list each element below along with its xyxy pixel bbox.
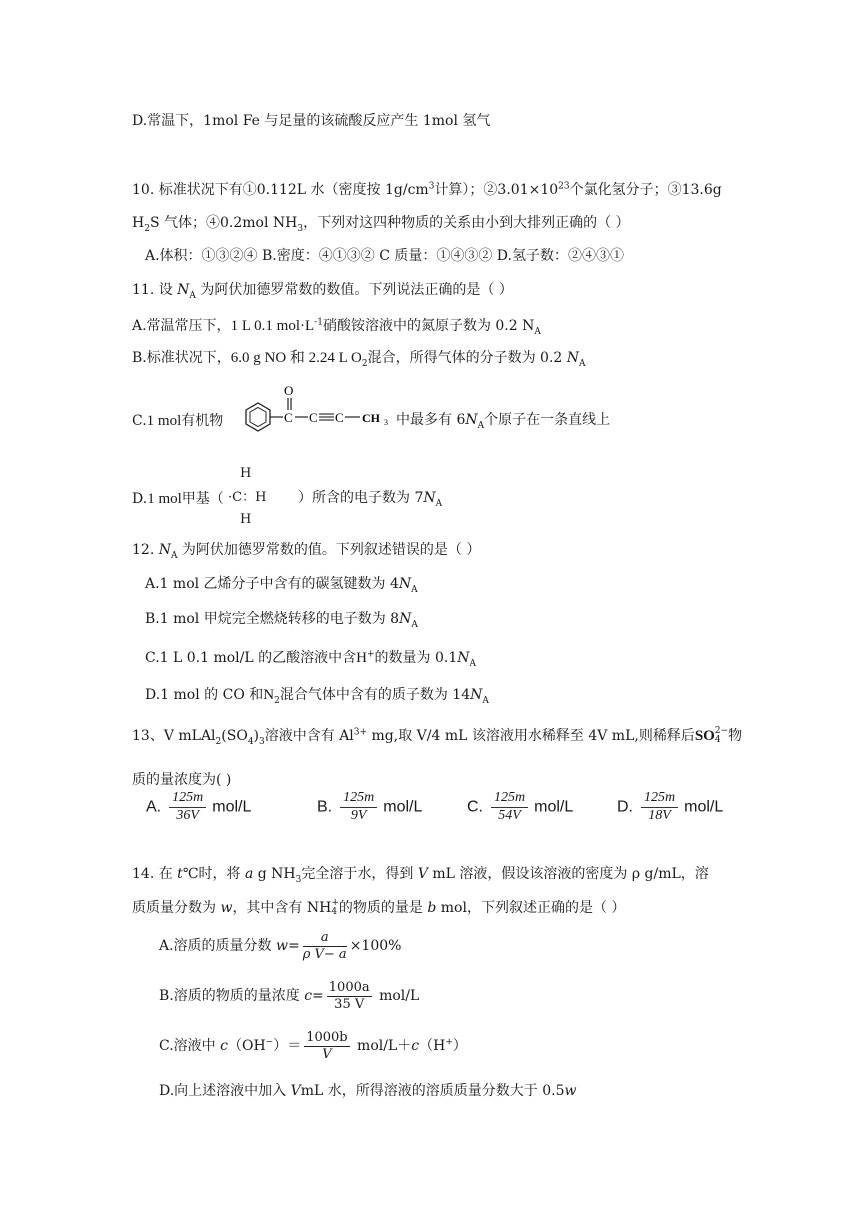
q10-options: A.体积：①③②④ B.密度：④①③② C 质量：①④③② D.氢子数：②④③①	[145, 248, 624, 264]
q14-option-a: A.溶质的质量分数 w= $\frac{a}{\text{ρ V− a}}$ ×100%	[159, 930, 402, 962]
q10-stem-line2: $H_2S$ 气体；④0.2mol $NH_3$，下列对这四种物质的关系由小到大排列正确的（ ）	[132, 215, 630, 234]
atom-ch3-sub: 3	[384, 418, 388, 427]
q13-stem-line2: 质的量浓度为( )	[132, 772, 232, 788]
atom-o: O	[284, 383, 294, 398]
q13-stem-line1: 13、V $mLAl_2(SO_4)_3$溶液中含有 $Al^{3+}$ mg,取 V/4 mL 该溶液用水稀释至 4V mL,则稀释后SO 2− 4 物	[132, 726, 743, 747]
q12-option-c: C.1 L 0.1 mol/L 的乙酸溶液中含H+的数量为 $0.1N_A$	[145, 649, 476, 669]
q11-option-d-prefix: D.1 mol甲基（	[132, 491, 224, 507]
q12-option-b: B.1 mol 甲烷完全燃烧转移的电子数为 $8N_A$	[145, 611, 418, 630]
q13-option-c: C. $\frac{125m}{54V}$ mol/L	[467, 790, 574, 823]
q11-option-a: A.常温常压下，1 L 0.1 $mol\cdot L^{-1}$硝酸铵溶液中的氮原子数为 0.2 $N_A$	[132, 317, 541, 337]
q14-option-d: D.向上述溶液中加入 VmL 水，所得溶液的溶质质量分数大于 0.5w	[159, 1083, 577, 1099]
q10-stem-line1: 10. 标准状况下有①0.112L 水（密度按 $1g/cm^3$计算）；$②3.01\times 10^{23}$个氯化氢分子；③13.6g	[132, 181, 722, 198]
q11-option-b: B.标准状况下，6.0 g NO 和 2.24 L $O_2$混合，所得气体的分子数为 0.2 $N_A$	[132, 350, 586, 369]
methyl-h-top: H	[240, 466, 252, 481]
q13-option-a: A. $\frac{125m}{36V}$ mol/L	[146, 790, 252, 823]
q11-option-d-rest: ）所含的电子数为 $7N_A$	[298, 490, 443, 509]
q12-stem: 12. $N_A$ 为阿伏加德罗常数的值。下列叙述错误的是（ ）	[132, 542, 481, 561]
q11-option-c-rest: 中最多有 $6N_A$个原子在一条直线上	[396, 412, 611, 431]
methyl-center: ·C：H	[228, 490, 267, 505]
q9-option-d: D.常温下，1mol Fe 与足量的该硫酸反应产生 1mol 氢气	[132, 113, 491, 129]
atom-c1: C	[284, 410, 293, 425]
q12-option-a: A.1 mol 乙烯分子中含有的碳氢键数为 $4N_A$	[145, 576, 418, 595]
structure-diagram	[228, 380, 398, 450]
q14-stem-line2: 质质量分数为 w，其中含有 NH + 4 的物质的量是 b mol，下列叙述正确的是（ ）	[132, 898, 626, 917]
q14-option-b: B.溶质的物质的量浓度 c= $\frac{1000a}{35 V}$ mol/L	[159, 980, 420, 1012]
q13-option-d: D. $\frac{125m}{18V}$ mol/L	[617, 790, 724, 823]
atom-ch3: CH	[362, 411, 380, 425]
atom-c2: C	[309, 410, 318, 425]
q14-option-c: C.溶液中 c（OH−）＝ $\frac{1000b}{V}$ mol/L＋c（H+）	[159, 1030, 467, 1062]
q11-option-c-prefix: C.1 mol有机物	[132, 413, 224, 429]
q13-option-b: B. $\frac{125m}{9V}$ mol/L	[317, 790, 423, 823]
q12-option-d: D.1 mol 的 CO 和$N_2$混合气体中含有的质子数为 $14N_A$	[145, 687, 489, 706]
atom-c3: C	[335, 410, 344, 425]
q14-stem-line1: 14. 在 t℃时，将 a g $NH_3$完全溶于水，得到 V mL 溶液，假设该溶液的密度为 ρ g/mL，溶	[132, 866, 709, 885]
methyl-h-bottom: H	[240, 512, 252, 527]
q11-stem: 11. 设 $N_A$ 为阿伏加德罗常数的数值。下列说法正确的是（ ）	[132, 282, 513, 301]
